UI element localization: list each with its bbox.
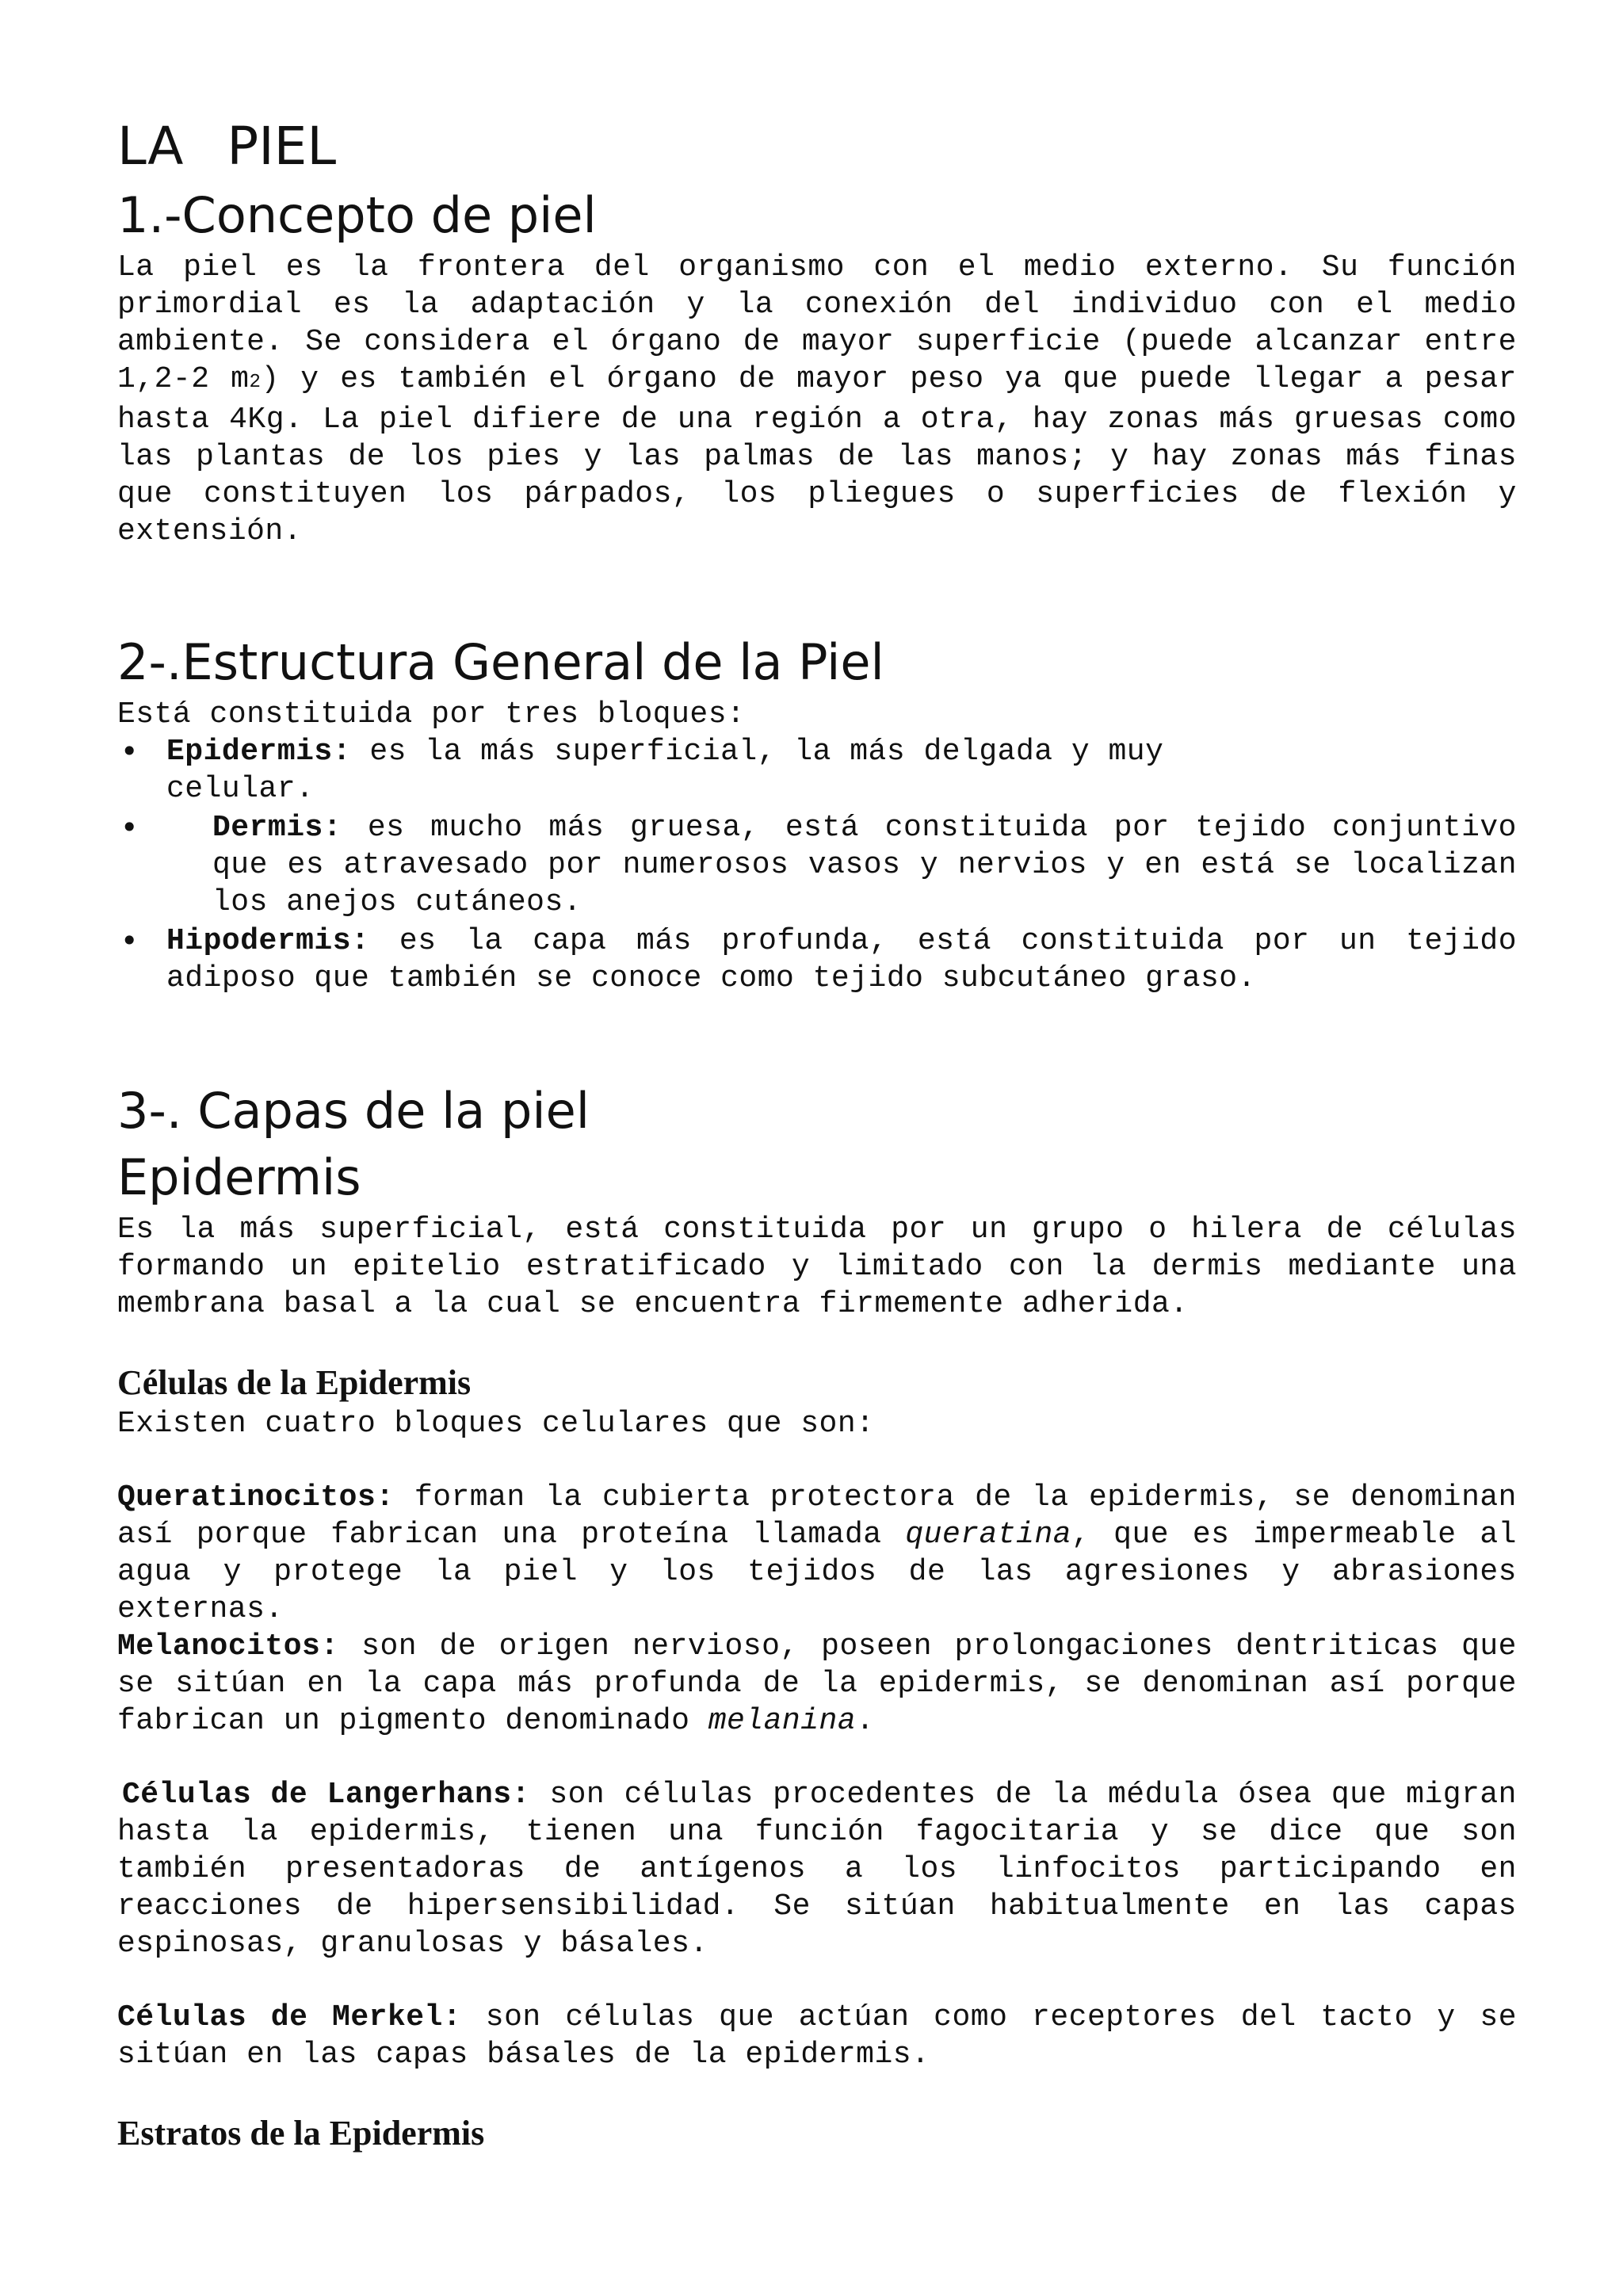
cells-heading: Células de la Epidermis [117,1363,472,1402]
bullet-dot-icon: • [120,810,139,845]
bullet-dot-icon: • [120,923,139,958]
spacer [117,2073,1517,2111]
bullet-epidermis [117,733,1517,808]
bullet-text: es mucho más gruesa, está constituida por tejido conjuntivo que es atravesado por numerosos vasos y nervios y en está se localizan los anejos cutáneos. [212,811,1517,919]
document-title: LA PIEL [117,116,337,177]
section-1-paragraph [117,249,1517,550]
spacer [117,1740,1517,1776]
spacer [117,550,1517,629]
queratinocitos-paragraph [117,1479,1517,1628]
section-1-heading: 1.-Concepto de piel [117,186,597,244]
bullet-term: Epidermis: [166,735,352,769]
section-2-heading: 2-.Estructura General de la Piel [117,633,884,691]
bullet-dot-icon: • [120,734,139,769]
spacer [117,1442,1517,1479]
queratinocitos-term: Queratinocitos: [117,1480,395,1515]
melanocitos-text-b: . [856,1704,875,1738]
spacer [117,999,1517,1078]
square-superscript: 2 [249,372,262,393]
epidermis-paragraph: Es la más superficial, está constituida por un grupo o hilera de células formando un epitelio estratificado y limitado con la dermis mediante una membrana basal a la cual se encuentra firmemente adherida. [117,1213,1517,1321]
section-3-heading: 3-. Capas de la piel [117,1082,590,1140]
section-2-intro: Está constituida por tres bloques: [117,697,746,732]
queratinocitos-text-a: forman la cubierta protectora de la epidermis, se denominan así porque fabrican una proteína llamada [117,1480,1517,1552]
merkel-paragraph [117,1999,1517,2073]
queratinocitos-text-b: , que es impermeable al agua y protege la piel y los tejidos de las agresiones y abrasiones externas. [117,1518,1517,1626]
bullet-hipodermis [117,923,1517,997]
queratina-word: queratina [905,1518,1072,1552]
section-1-text-a: La piel es la frontera del organismo con el medio externo. Su función primordial es la adaptación y la conexión del individuo con el medio ambiente. Se considera el órgano de mayor superficie (puede alcanzar entre 1,2-2 m [117,250,1517,396]
spacer [117,1962,1517,1999]
langerhans-paragraph [117,1776,1517,1962]
bullet-term: Dermis: [212,811,342,845]
langerhans-text: son células procedentes de la médula ósea que migran hasta la epidermis, tienen una función fagocitaria y se dice que son también presentadoras de antígenos a los linfocitos participando en reacciones de hipersensibilidad. Se sitúan habitualmente en las capas espinosas, granulosas y básales. [117,1778,1517,1961]
bullet-dermis [117,809,1517,921]
structure-bullet-list [117,733,1517,997]
spacer [117,1323,1517,1361]
melanocitos-text-a: son de origen nervioso, poseen prolongaciones dentriticas que se sitúan en la capa más profunda de la epidermis, se denominan así porque fabrican un pigmento denominado [117,1629,1517,1738]
merkel-term: Células de Merkel: [117,2000,462,2034]
bullet-text: es la más superficial, la más delgada y muy celular. [166,735,1164,806]
merkel-text: son células que actúan como receptores del tacto y se sitúan en las capas básales de la epidermis. [117,2000,1517,2072]
melanocitos-term: Melanocitos: [117,1629,339,1664]
cells-intro: Existen cuatro bloques celulares que son: [117,1407,875,1441]
melanina-word: melanina [708,1704,857,1738]
bullet-text: es la capa más profunda, está constituida por un tejido adiposo que también se conoce como tejido subcutáneo graso. [166,924,1517,995]
melanocitos-paragraph [117,1628,1517,1740]
langerhans-term: Células de Langerhans: [122,1778,530,1812]
document-page [117,111,1517,2156]
epidermis-heading: Epidermis [117,1148,361,1206]
section-1-text-b: ) y es también el órgano de mayor peso ya que puede llegar a pesar hasta 4Kg. La piel difiere de una región a otra, hay zonas más gruesas como las plantas de los pies y las palmas de las manos; y hay zonas más finas que constituyen los párpados, los pliegues o superficies de flexión y extensión. [117,362,1517,548]
strata-heading: Estratos de la Epidermis [117,2114,485,2153]
bullet-term: Hipodermis: [166,924,370,958]
